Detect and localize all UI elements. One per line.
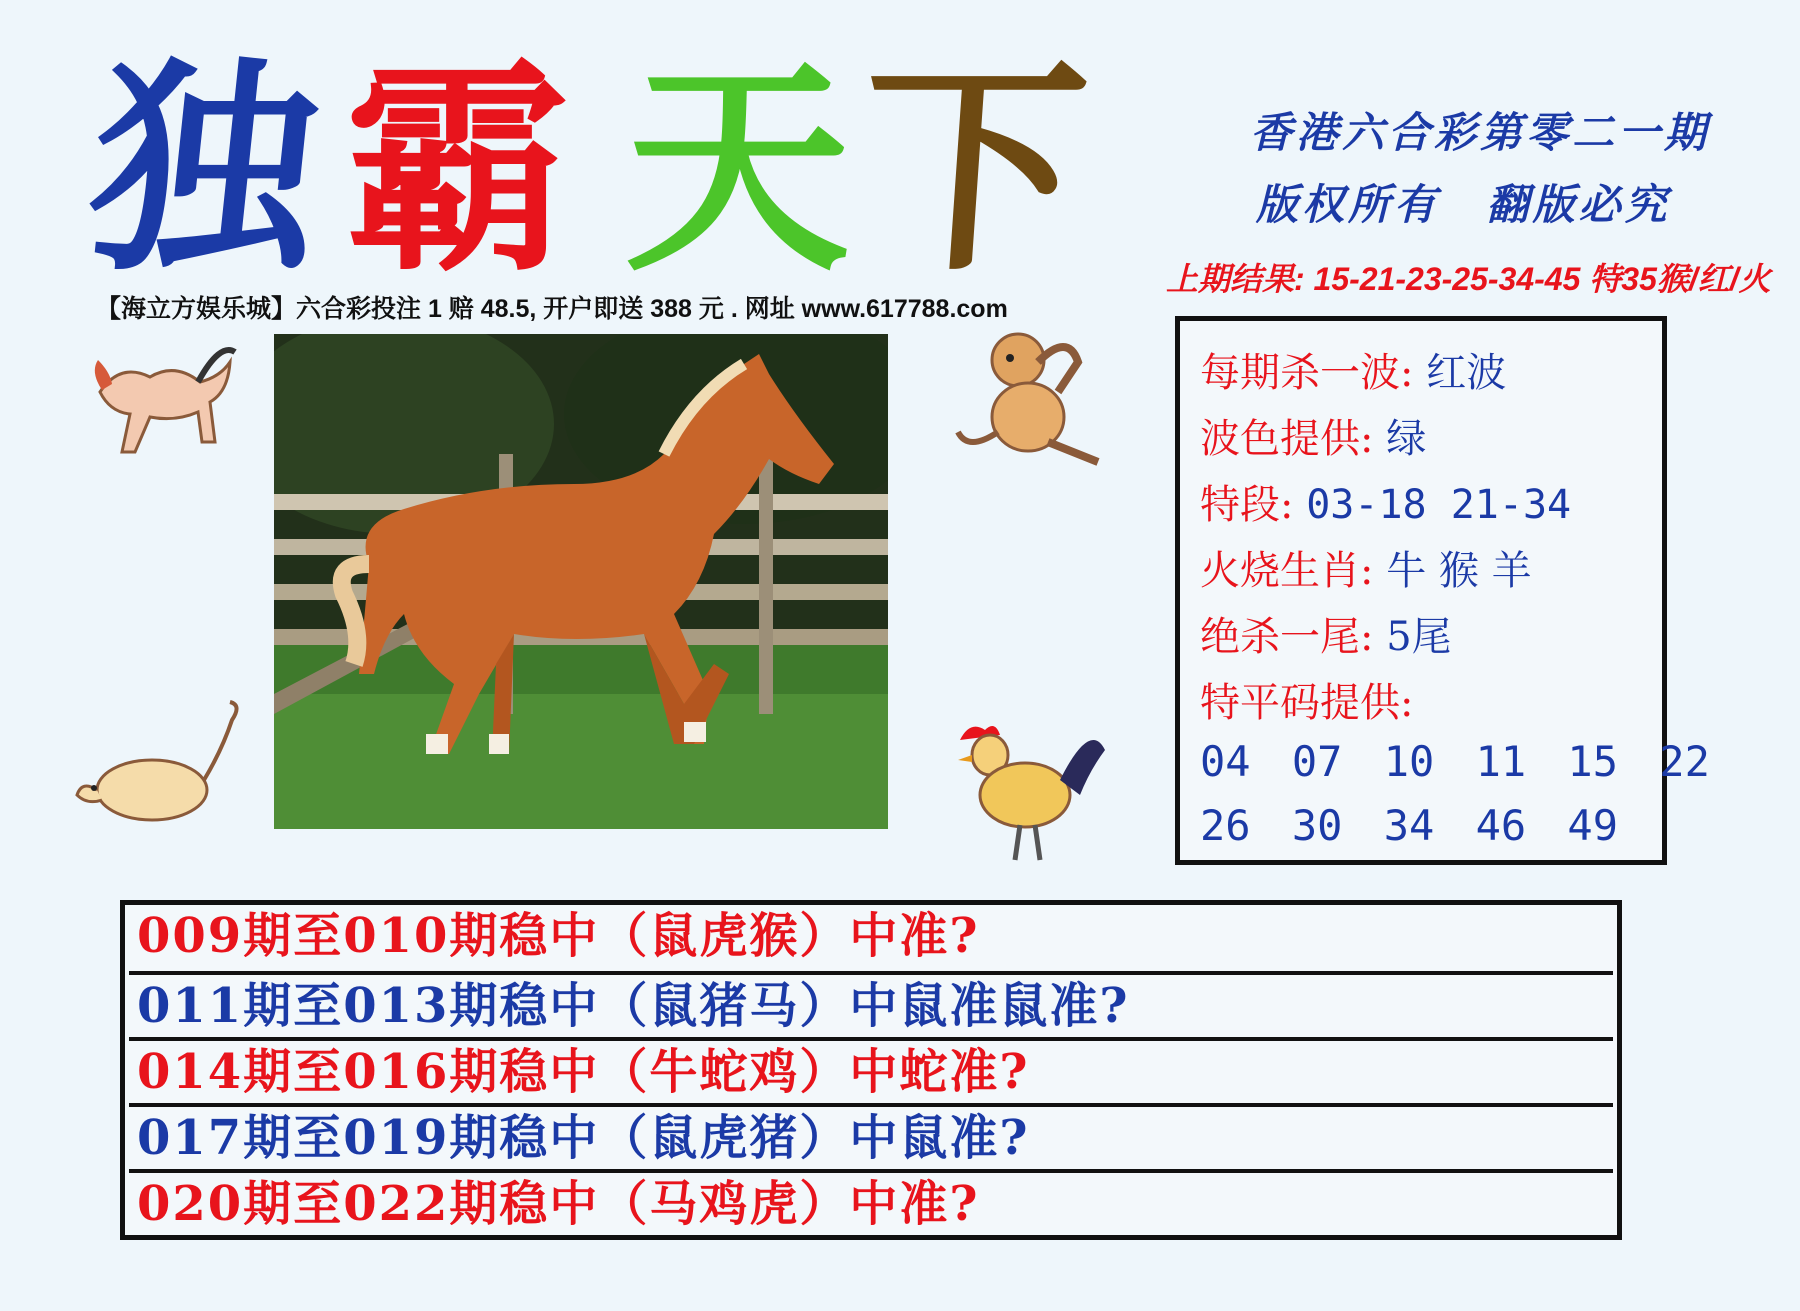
ad-banner[interactable]: 【海立方娱乐城】六合彩投注 1 赔 48.5, 开户即送 388 元 . 网址 www.617788.com (96, 295, 1008, 323)
rat-icon (72, 700, 242, 854)
codes-row (1200, 671, 1413, 728)
copyright-a: 版权所有 (1256, 180, 1441, 229)
fire-zodiac-label: 火烧生肖: (1200, 548, 1374, 594)
codes-line-2: 26 30 34 46 49 (1200, 801, 1619, 850)
wave-value: 绿 (1386, 416, 1427, 462)
segment-label: 特段: (1200, 482, 1294, 528)
kill-wave-label: 每期杀一波: (1200, 350, 1414, 396)
title-char-3: 天 (625, 38, 846, 302)
tail-row (1200, 605, 1452, 662)
issue-title: 香港六合彩第零二一期 (1250, 108, 1711, 157)
info-box (1175, 316, 1710, 865)
kill-wave-row (1200, 341, 1506, 398)
prediction-row: 020期至022期稳中（马鸡虎）中准? (129, 1169, 1613, 1235)
prediction-row: 011期至013期稳中（鼠猪马）中鼠准鼠准? (129, 971, 1613, 1037)
codes-label: 特平码提供: (1200, 680, 1414, 726)
title-char-4: 下 (850, 38, 1091, 302)
monkey-icon (948, 322, 1118, 476)
prediction-table (120, 900, 1622, 1240)
title-char-2: 霸 (345, 38, 566, 302)
wave-row (1200, 407, 1426, 464)
prediction-row: 017期至019期稳中（鼠虎猪）中鼠准? (129, 1103, 1613, 1169)
last-result: 上期结果: 15-21-23-25-34-45 特35猴/红/火 (1166, 261, 1771, 297)
segment-row (1200, 473, 1571, 530)
fire-zodiac-value: 牛 猴 羊 (1386, 548, 1532, 594)
tail-value: 5尾 (1386, 614, 1452, 660)
copyright-b: 翻版必究 (1486, 180, 1671, 229)
kill-wave-value: 红波 (1426, 350, 1507, 396)
title-char-1: 独 (78, 38, 327, 302)
prediction-row: 009期至010期稳中（鼠虎猴）中准? (137, 908, 980, 964)
fire-zodiac-row (1200, 539, 1532, 596)
tail-label: 绝杀一尾: (1200, 614, 1374, 660)
segment-value: 03-18 21-34 (1306, 482, 1572, 528)
horse-icon (80, 322, 240, 486)
prediction-row: 014期至016期稳中（牛蛇鸡）中蛇准? (129, 1037, 1613, 1103)
rooster-icon (940, 700, 1110, 874)
wave-label: 波色提供: (1200, 416, 1374, 462)
codes-line-1: 04 07 10 11 15 22 (1200, 737, 1710, 786)
copyright-line (1256, 172, 1699, 232)
horse-photo (274, 334, 888, 829)
